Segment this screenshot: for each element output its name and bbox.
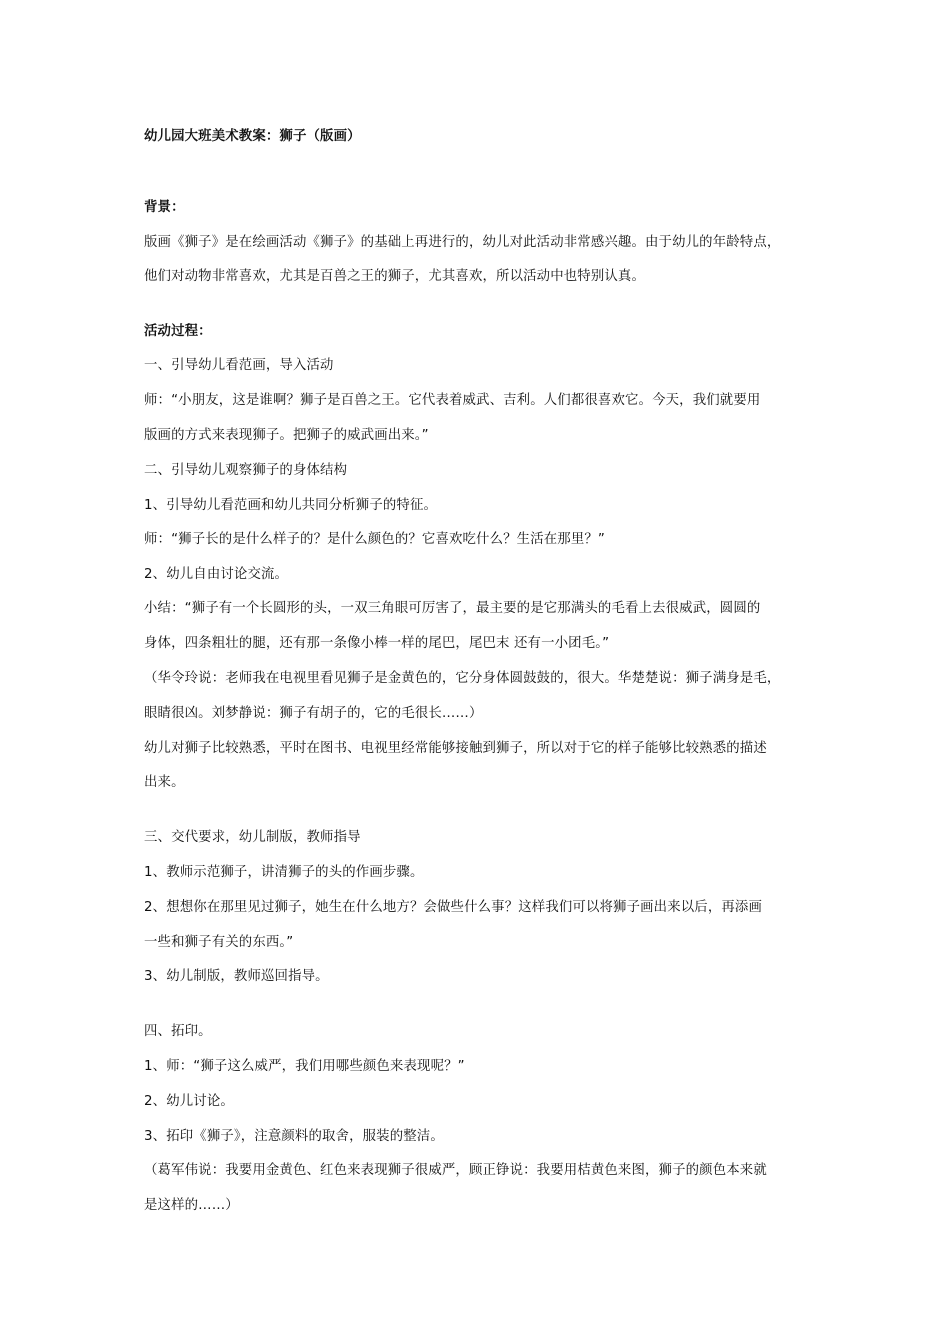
paragraph-line: 师：“狮子长的是什么样子的？是什么颜色的？它喜欢吃什么？生活在那里？”: [144, 532, 606, 547]
paragraph-line: 是这样的……）: [144, 1198, 239, 1213]
paragraph-line: 2、想想你在那里见过狮子，她生在什么地方？会做些什么事？这样我们可以将狮子画出来以后，再添画: [144, 900, 762, 915]
paragraph-line: 小结：“狮子有一个长圆形的头，一双三角眼可厉害了，最主要的是它那满头的毛看上去很威武，圆圆的: [144, 601, 761, 616]
paragraph-line: 出来。: [144, 775, 185, 790]
paragraph-line: 师：“小朋友，这是谁啊？狮子是百兽之王。它代表着威武、吉利。人们都很喜欢它。今天，我们就要用: [144, 393, 761, 408]
process-heading: 活动过程：: [144, 324, 212, 339]
paragraph-line: 3、拓印《狮子》，注意颜料的取舍，服装的整洁。: [144, 1129, 444, 1144]
paragraph-line: 一些和狮子有关的东西。”: [144, 935, 294, 950]
section-heading-1: 一、引导幼儿看范画，导入活动: [144, 358, 334, 373]
paragraph-line: （葛军伟说：我要用金黄色、红色来表现狮子很威严，顾正铮说：我要用桔黄色来图，狮子的颜色本来就: [144, 1163, 767, 1178]
paragraph-line: 2、幼儿自由讨论交流。: [144, 567, 289, 582]
paragraph-line: （华令玲说：老师我在电视里看见狮子是金黄色的，它分身体圆鼓鼓的，很大。华楚楚说：狮子满身是毛，: [144, 671, 781, 686]
section-heading-3: 三、交代要求，幼儿制版，教师指导: [144, 830, 361, 845]
paragraph-line: 身体，四条粗壮的腿，还有那一条像小棒一样的尾巴，尾巴末 还有一小团毛。”: [144, 636, 610, 651]
paragraph-line: 版画的方式来表现狮子。把狮子的威武画出来。”: [144, 428, 429, 443]
paragraph-line: 1、引导幼儿看范画和幼儿共同分析狮子的特征。: [144, 498, 438, 513]
background-heading: 背景：: [144, 200, 185, 215]
paragraph-line: 他们对动物非常喜欢，尤其是百兽之王的狮子，尤其喜欢，所以活动中也特别认真。: [144, 269, 646, 284]
paragraph-line: 版画《狮子》是在绘画活动《狮子》的基础上再进行的，幼儿对此活动非常感兴趣。由于幼儿的年龄特点，: [144, 235, 781, 250]
paragraph-line: 幼儿对狮子比较熟悉，平时在图书、电视里经常能够接触到狮子，所以对于它的样子能够比较熟悉的描述: [144, 741, 767, 756]
section-heading-4: 四、拓印。: [144, 1024, 212, 1039]
section-heading-2: 二、引导幼儿观察狮子的身体结构: [144, 463, 348, 478]
paragraph-line: 3、幼儿制版，教师巡回指导。: [144, 969, 329, 984]
paragraph-line: 1、师：“狮子这么威严，我们用哪些颜色来表现呢？”: [144, 1059, 465, 1074]
paragraph-line: 1、教师示范狮子，讲清狮子的头的作画步骤。: [144, 865, 424, 880]
paragraph-line: 2、幼儿讨论。: [144, 1094, 234, 1109]
document-title: 幼儿园大班美术教案：狮子（版画）: [144, 129, 361, 144]
paragraph-line: 眼睛很凶。刘梦静说：狮子有胡子的，它的毛很长……）: [144, 706, 483, 721]
